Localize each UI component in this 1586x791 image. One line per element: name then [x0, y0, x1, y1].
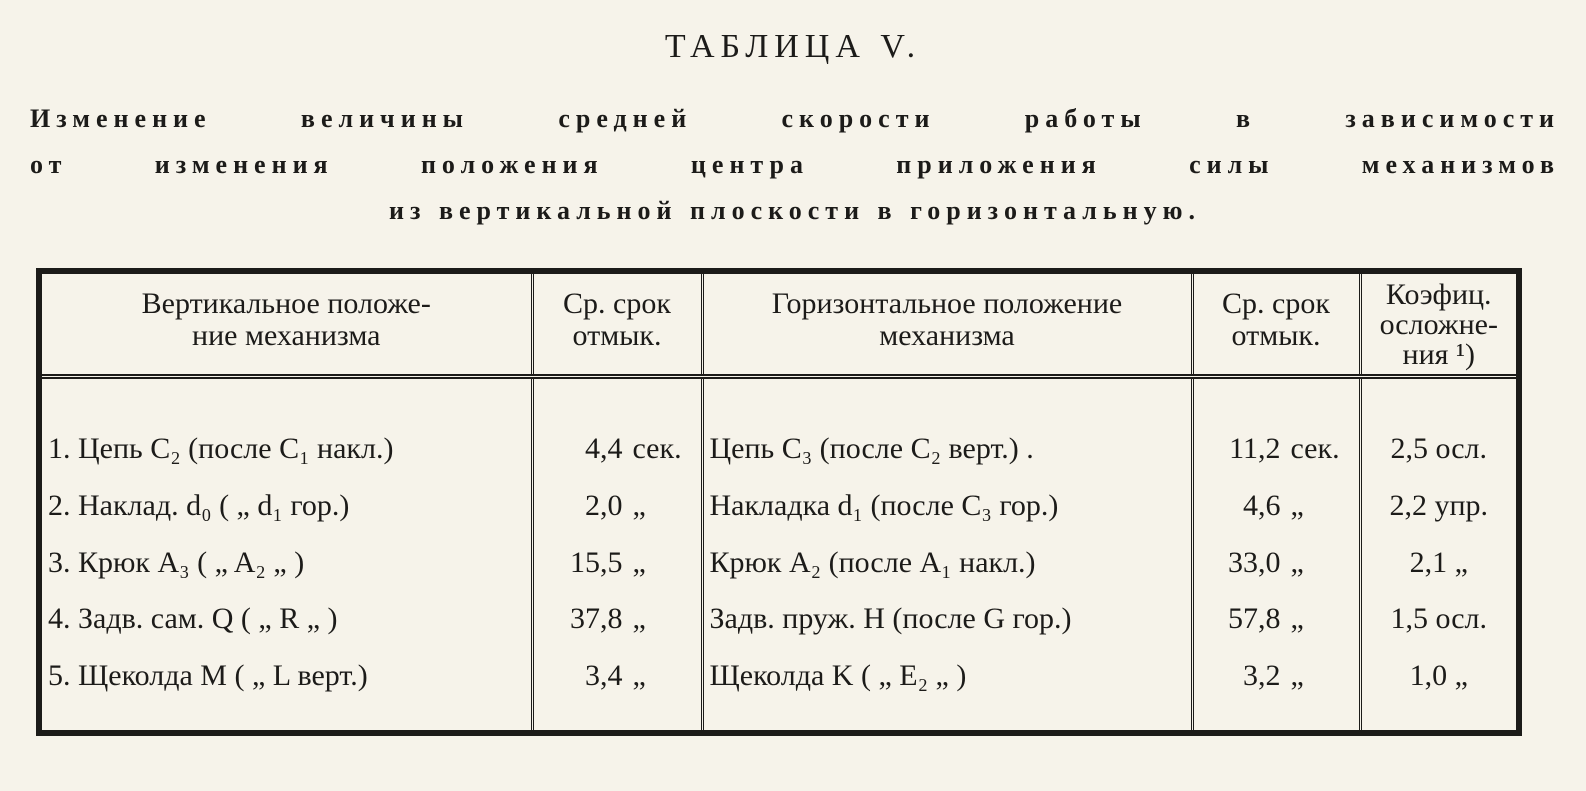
cell-vertical-position: 5. Щеколда M ( „ L верт.)	[48, 659, 368, 693]
cell-coefficient: 2,2 упр.	[1360, 478, 1516, 535]
cell-horizontal-time	[1192, 591, 1360, 648]
cell-vertical-time	[532, 421, 702, 478]
vertical-time-unit: „	[632, 602, 646, 636]
horizontal-time-unit: „	[1290, 659, 1304, 693]
cell-horizontal-time	[1192, 421, 1360, 478]
header-row	[42, 274, 1516, 376]
horizontal-time-unit: сек.	[1290, 432, 1340, 466]
table-subtitle	[30, 96, 1560, 234]
table-row	[42, 478, 1516, 535]
horizontal-time-value: 3,2	[1243, 659, 1281, 693]
cell-vertical-position: 4. Задв. сам. Q ( „ R „ )	[48, 602, 338, 636]
cell-horizontal-time	[1192, 534, 1360, 591]
horizontal-time-value: 11,2	[1229, 432, 1281, 466]
vertical-time-value: 37,8	[570, 602, 623, 636]
header-coefficient: Коэфиц. осложне- ния ¹)	[1360, 274, 1516, 376]
horizontal-time-value: 57,8	[1228, 602, 1281, 636]
header-horizontal-position: Горизонтальное положение механизма	[702, 274, 1192, 376]
cell-horizontal-position: Цепь C₃ (после C₂ верт.) .	[702, 421, 1192, 478]
horizontal-time-value: 33,0	[1228, 545, 1281, 579]
cell-horizontal-position: Задв. пруж. H (после G гор.)	[702, 591, 1192, 648]
cell-coefficient: 1,0 „	[1360, 648, 1516, 705]
vertical-time-value: 3,4	[585, 659, 623, 693]
vertical-time-value: 15,5	[570, 545, 623, 579]
vertical-time-unit: сек.	[632, 432, 682, 466]
cell-vertical-position: 1. Цепь C₂ (после C₁ накл.)	[48, 432, 394, 466]
table-row	[42, 591, 1516, 648]
cell-horizontal-time	[1192, 478, 1360, 535]
cell-coefficient: 1,5 осл.	[1360, 591, 1516, 648]
spacer-row	[42, 705, 1516, 730]
header-vertical-time: Ср. срок отмык.	[532, 274, 702, 376]
vertical-time-value: 4,4	[585, 432, 623, 466]
cell-horizontal-position: Крюк A₂ (после A₁ накл.)	[702, 534, 1192, 591]
cell-vertical-position: 2. Наклад. d₀ ( „ d₁ гор.)	[48, 488, 350, 522]
data-table-frame	[36, 268, 1522, 736]
table-row	[42, 421, 1516, 478]
horizontal-time-unit: „	[1290, 602, 1304, 636]
table-title: ТАБЛИЦА V.	[664, 28, 922, 65]
cell-vertical-time	[532, 591, 702, 648]
subtitle-line-3: из вертикальной плоскости в горизонтальную.	[389, 196, 1201, 225]
cell-vertical-time	[532, 534, 702, 591]
header-horizontal-time: Ср. срок отмык.	[1192, 274, 1360, 376]
cell-horizontal-position: Накладка d₁ (после C₃ гор.)	[702, 478, 1192, 535]
cell-vertical-time	[532, 648, 702, 705]
cell-horizontal-time	[1192, 648, 1360, 705]
cell-horizontal-position: Щеколда K ( „ E₂ „ )	[702, 648, 1192, 705]
data-table	[42, 274, 1516, 730]
vertical-time-unit: „	[632, 659, 646, 693]
cell-vertical-time	[532, 478, 702, 535]
header-vertical-position: Вертикальное положе- ние механизма	[42, 274, 532, 376]
spacer-row	[42, 376, 1516, 421]
table-row	[42, 648, 1516, 705]
vertical-time-unit: „	[632, 545, 646, 579]
horizontal-time-value: 4,6	[1243, 488, 1281, 522]
table-row	[42, 534, 1516, 591]
subtitle-line-1: Изменение величины средней скорости работы в зависимости	[30, 104, 1560, 133]
horizontal-time-unit: „	[1290, 545, 1304, 579]
vertical-time-unit: „	[632, 488, 646, 522]
horizontal-time-unit: „	[1290, 488, 1304, 522]
cell-coefficient: 2,1 „	[1360, 534, 1516, 591]
vertical-time-value: 2,0	[585, 488, 623, 522]
cell-coefficient: 2,5 осл.	[1360, 421, 1516, 478]
subtitle-line-2: от изменения положения центра приложения силы механизмов	[30, 150, 1560, 179]
cell-vertical-position: 3. Крюк A₃ ( „ A₂ „ )	[48, 545, 305, 579]
